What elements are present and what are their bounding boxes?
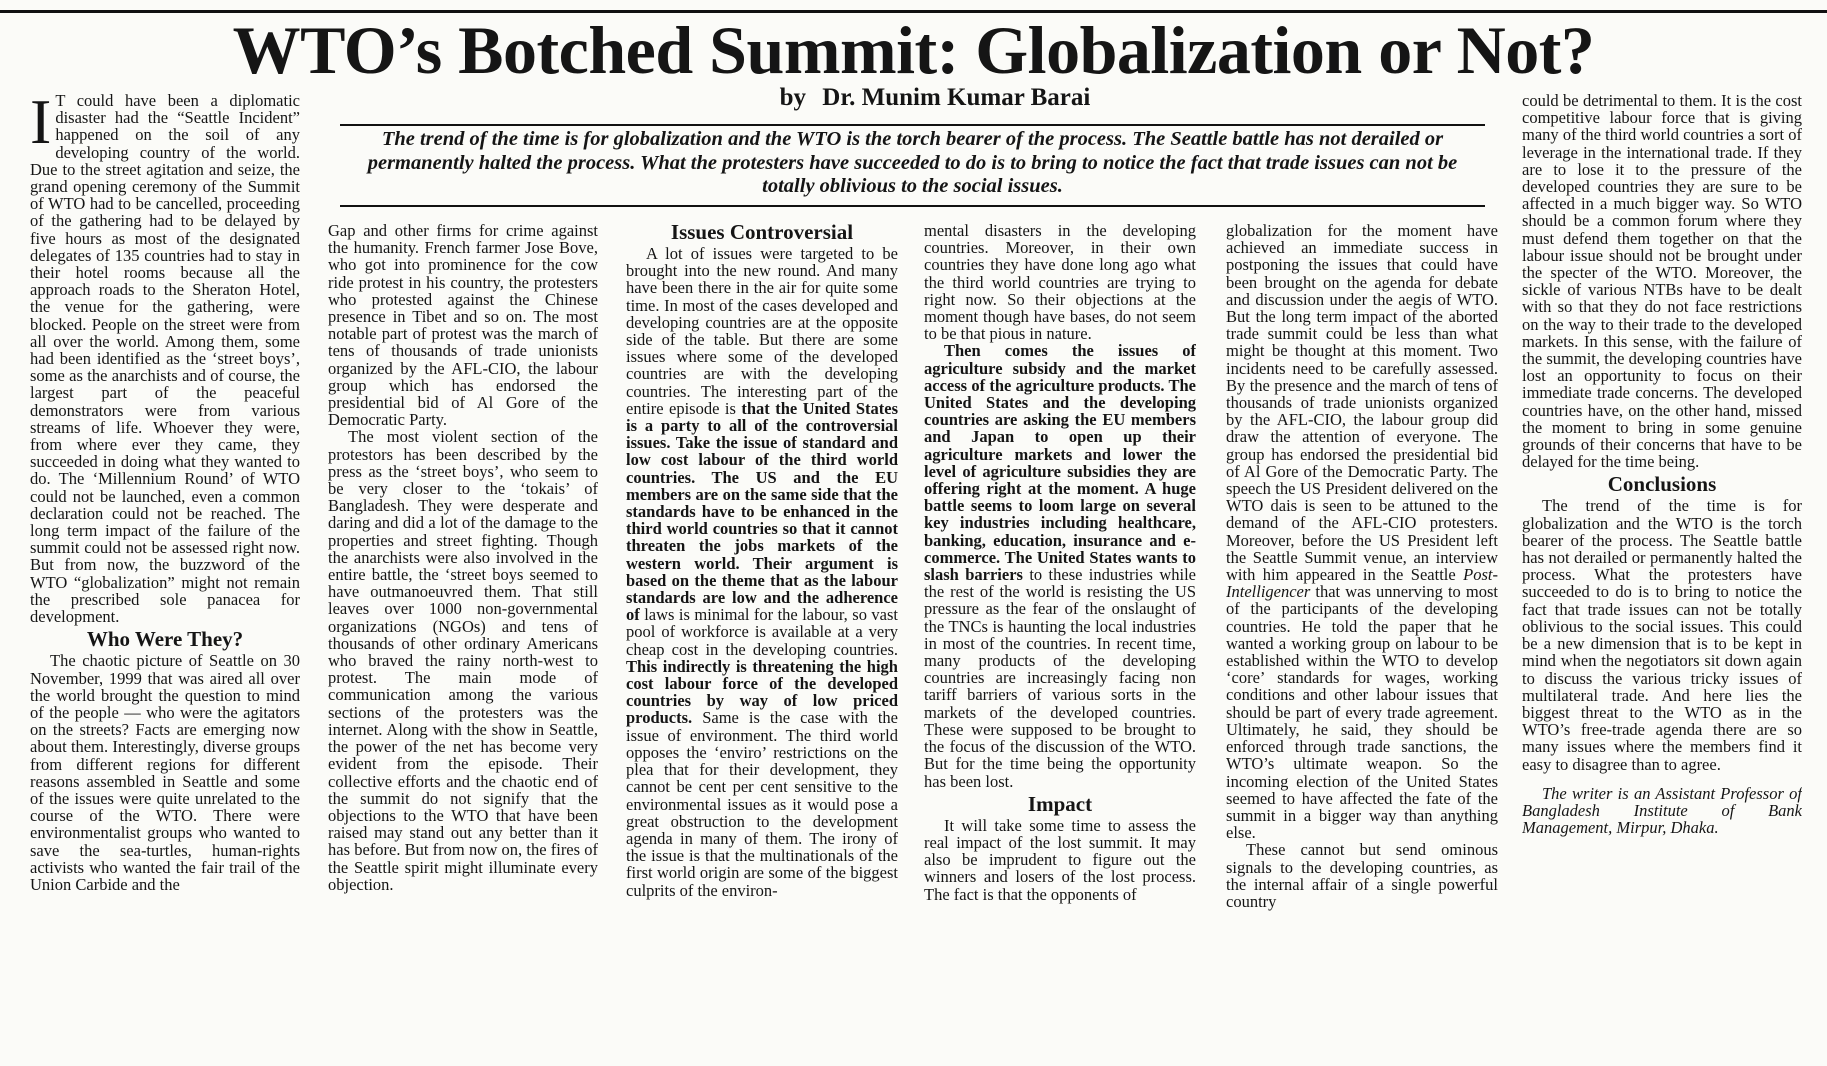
paragraph xyxy=(626,245,898,899)
lead-text: T could have been a diplomatic disaster had the “Seattle Incident” happened on the soil of any developing country of the world. Due to the street agitation and seize, the grand opening ceremony of the Summit of WTO had to be cancelled, proceeding of the gathering had to be delayed by five hours as most of the designated delegates of 135 countries had to stay in their hotel rooms because all the approach roads to the Sheraton Hotel, the venue for the gathering, were blocked. People on the street were from all over the world. Among them, some had been identified as the ‘street boys’, some as the anarchists and of course, the largest part of the peaceful demonstrators were from various streams of life. Whoever they were, from where ever they came, they succeeded in doing what they wanted to do. The ‘Millennium Round’ of WTO could not be launched, even a common declaration could not be reached. The long term impact of the failure of the summit could not be assessed right now. But from now, the buzzword of the WTO “globalization” might not remain the prescribed sole panacea for development. xyxy=(30,92,300,627)
newspaper-name: Post-Intelligencer xyxy=(1226,565,1498,602)
subheading-issues-controversial: Issues Controversial xyxy=(670,220,854,244)
text-run: Same is the case with the issue of environment. The third world opposes the ‘enviro’ restrictions on the plea that for their development, they cannot be cent per cent sensitive to the environmental issues as it would pose a great obstruction to the development agenda in many of them. The irony of the issue is that the multinationals of the first world origin are some of the biggest culprits of the environ- xyxy=(626,708,898,900)
subheading-conclusions: Conclusions xyxy=(1607,472,1717,497)
paragraph xyxy=(924,342,1196,789)
column-5 xyxy=(1226,222,1498,1062)
paragraph: The chaotic picture of Seattle on 30 November, 1999 that was aired all over the world brought the question to mind of the people — who were the agitators on the streets? Facts are emerging now about them. Interestingly, diverse groups from different regions for different reasons assembled in Seattle and some of the issues were quite unrelated to the course of the WTO. There were environmentalist groups who wanted to save the sea-turtles, human-rights activists who wanted the fair trail of the Union Carbide and the xyxy=(30,651,300,894)
subheading-impact: Impact xyxy=(1027,791,1093,816)
column-4 xyxy=(924,222,1196,1062)
byline-author: Dr. Munim Kumar Barai xyxy=(822,84,1091,111)
column-2 xyxy=(328,222,598,1062)
paragraph: The most violent section of the protestors has been described by the press as the ‘street boys’, who seem to be very closer to the ‘tokais’ of Bangladesh. They were desperate and daring and did a lot of the damage to the properties and street fighting. Though the anarchists were also involved in the entire battle, the ‘street boys seemed to have outmanoeuvred them. That still leaves over 1000 non-governmental organizations (NGOs) and tens of thousands of other ordinary Americans who braved the rainy north-west to protest. The main mode of communication among the various sections of the protesters was the internet. Along with the show in Seattle, the power of the net has become very evident from the episode. Their collective efforts and the chaotic end of the summit do not signify that the objections to the WTO that have been raised may stand out any better than it has before. But from now on, the fires of the Seattle spirit might illuminate every objection. xyxy=(328,427,598,894)
paragraph: mental disasters in the developing countries. Moreover, in their own countries they have done long ago what the third world countries are trying to right now. So their objections at the moment though have bases, do not seem to be that pious in nature. xyxy=(924,222,1196,344)
text-run: that was unnerving to most of the participants of the developing countries. He told the paper that he wanted a working group on labour to be established within the WTO to develop ‘core’ standards for wages, working conditions and other labour issues that should be part of every trade agreement. Ultimately, he said, they should be enforced through trade sanctions, the WTO’s ultimate weapon. So the incoming election of the United States seemed to have affected the fate of the summit in a bigger way than anything else. xyxy=(1226,582,1498,843)
paragraph: could be detrimental to them. It is the cost competitive labour force that is giving many of the third world countries a sort of leverage in the international trade. If they are to lose it to the pressure of the developed countries they are sure to be affected in a much bigger way. So WTO should be a common forum where they must defend them together on that the labour issue should not be brought under the specter of the WTO. Moreover, the sickle of various NTBs have to be dealt with so that they do not face restrictions on the way to their trade to the developed markets. In this sense, with the failure of the summit, the developing countries have lost an opportunity to focus on their immediate trade concerns. The developed countries have, on the other hand, missed the moment to bring in some genuine grounds of their concerns that have to be delayed for the time being. xyxy=(1522,92,1802,472)
column-3 xyxy=(626,218,898,1062)
paragraph xyxy=(1226,222,1498,841)
text-run: globalization for the moment have achieved an immediate success in postponing the issues that could have been brought on the agenda for debate and discussion under the aegis of WTO. But the long term impact of the aborted trade summit could be less than what might be thought at this moment. Two incidents need to be carefully assessed. By the presence and the march of tens of thousands of trade unionists organized by the AFL-CIO, the labour group did draw the attention of everyone. The group has endorsed the presidential bid of Al Gore of the Democratic Party. The speech the US President delivered on the WTO dais is seen to be attuned to the demand of the AFL-CIO protesters. Moreover, before the US President left the Seattle Summit venue, an interview with him appeared in the Seattle xyxy=(1226,222,1498,585)
byline-by: by xyxy=(779,84,807,111)
paragraph: These cannot but send ominous signals to the developing countries, as the internal affair of a single powerful country xyxy=(1226,840,1498,911)
deck-bottom-rule xyxy=(340,205,1485,207)
lead-paragraph xyxy=(30,92,300,625)
column-1 xyxy=(30,92,300,1062)
paragraph: The trend of the time is for globalization and the WTO is the torch bearer of the process. The Seattle battle has not derailed or permanently halted the process. What the protesters have succeeded to do is to bring to notice the fact that trade issues can not be totally oblivious to the social issues. This could be a new dimension that is to be kept in mind when the negotiators sit down again to discuss the various tricky issues of multilateral trade. And here lies the biggest threat to the WTO as in the WTO’s free-trade agenda there are so many issues where the members find it easy to disagree than to agree. xyxy=(1522,496,1802,774)
text-run: laws is minimal for the labour, so vast pool of workforce is available at a very cheap cost in the developing countries. xyxy=(626,605,898,659)
bold-text-run: that the United States is a party to all of the controversial issues. Take the issue of standard and low cost labour of the third world countries. The US and the EU members are on the same side that the standards have to be enhanced in the third world countries so that it cannot threaten the jobs markets of the western world. Their argument is based on the theme that as the labour standards are low and the adherence of xyxy=(626,398,898,625)
text-run: to these industries while the rest of the world is resisting the US pressure as the fear of the onslaught of the TNCs is haunting the local industries in most of the countries. In recent time, many products of the developing countries are increasingly facing non tariff barriers of various sorts in the markets of the developed countries. These were supposed to be brought to the focus of the discussion of the WTO. But for the time being the opportunity has been lost. xyxy=(924,565,1196,791)
bold-text-run: Then comes the issues of agriculture subsidy and the market access of the agriculture products. The United States and the developing countries are asking the EU members and Japan to open up their agriculture markets and lower the level of agriculture subsidies they are offering right at the moment. A huge battle seems to loom large on several key industries including healthcare, banking, education, insurance and e-commerce. The United States wants to slash barriers xyxy=(924,341,1196,585)
subheading-who-were-they: Who Were They? xyxy=(86,627,244,652)
drop-cap: I xyxy=(30,92,52,157)
column-6 xyxy=(1522,92,1802,1062)
paragraph: It will take some time to assess the real impact of the lost summit. It may also be imprudent to figure out the winners and losers of the lost process. The fact is that the opponents of xyxy=(924,815,1196,904)
paragraph: Gap and other firms for crime against the humanity. French farmer Jose Bove, who got into prominence for the cow ride protest in his country, the protesters who protested against the Chinese presence in Tibet and so on. The most notable part of protest was the march of tens of thousands of trade unionists organized by the AFL-CIO, the labour group which has endorsed the presidential bid of Al Gore of the Democratic Party. xyxy=(328,222,598,430)
deck: The trend of the time is for globalization and the WTO is the torch bearer of the process. The Seattle battle has not derailed or permanently halted the process. What the protesters have succeeded to do is to bring to notice the fact that trade issues can not be totally oblivious to the social issues. xyxy=(367,128,1458,197)
bold-text-run: This indirectly is threatening the high cost labour force of the developed countries by way of low priced products. xyxy=(626,656,898,728)
author-note: The writer is an Assistant Professor of Bangladesh Institute of Bank Management, Mirpur, Dhaka. xyxy=(1522,783,1802,838)
headline: WTO’s Botched Summit: Globalization or Not? xyxy=(232,12,1595,88)
text-run: A lot of issues were targeted to be brought into the new round. And many have been there in the air for quite some time. In most of the cases developed and developing countries are at the opposite side of the table. But there are some issues where some of the developed countries are with the developing countries. The interesting part of the entire episode is xyxy=(626,244,898,418)
byline xyxy=(700,84,1160,112)
deck-top-rule xyxy=(340,124,1485,126)
